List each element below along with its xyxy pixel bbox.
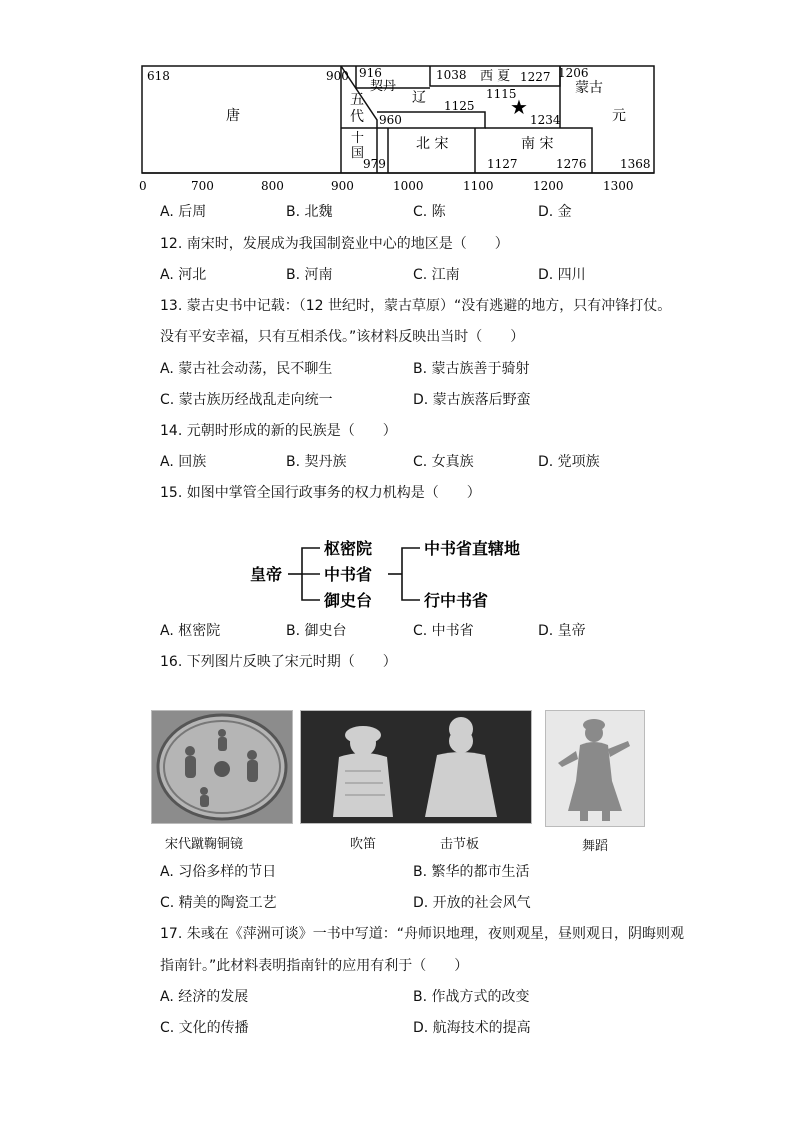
diagram-shumi: 枢密院: [324, 539, 373, 558]
label-wudai-1: 五: [350, 92, 364, 108]
flute-clapper-figurines-image: [300, 710, 532, 824]
caption-mirror: 宋代蹴鞠铜镜: [165, 837, 244, 852]
q13-option-a[interactable]: A. 蒙古社会动荡，民不聊生: [160, 361, 333, 377]
q13-option-c[interactable]: C. 蒙古族历经战乱走向统一: [160, 392, 333, 408]
year-1115: 1115: [486, 87, 517, 101]
q12-option-b[interactable]: B. 河南: [286, 267, 333, 283]
q15-option-a[interactable]: A. 枢密院: [160, 623, 221, 639]
label-menggu: 蒙古: [575, 80, 603, 96]
diagram-zhongshu: 中书省: [324, 565, 373, 584]
q12-option-c[interactable]: C. 江南: [413, 267, 460, 283]
axis-tick: 900: [331, 179, 354, 193]
q15-option-d[interactable]: D. 皇帝: [538, 623, 586, 639]
q15-option-c[interactable]: C. 中书省: [413, 623, 474, 639]
label-qidan: 契丹: [370, 79, 397, 94]
q16-option-a[interactable]: A. 习俗多样的节日: [160, 864, 277, 880]
q14-stem: 14. 元朝时形成的新的民族是（ ）: [160, 423, 397, 439]
q13-stem-line1: 13. 蒙古史书中记载：（12 世纪时，蒙古草原）“没有逃避的地方，只有冲锋打仗。: [160, 298, 672, 314]
q12-option-a[interactable]: A. 河北: [160, 267, 207, 283]
q13-option-b[interactable]: B. 蒙古族善于骑射: [413, 361, 530, 377]
label-liao: 辽: [412, 90, 426, 106]
q16-stem: 16. 下列图片反映了宋元时期（ ）: [160, 654, 397, 670]
q15-option-b[interactable]: B. 御史台: [286, 623, 347, 639]
year-1276: 1276: [556, 157, 587, 171]
q14-option-b[interactable]: B. 契丹族: [286, 454, 347, 470]
axis-tick: 0: [139, 179, 147, 193]
q14-option-d[interactable]: D. 党项族: [538, 454, 600, 470]
q12-stem: 12. 南宋时，发展成为我国制瓷业中心的地区是（ ）: [160, 236, 509, 252]
axis-tick: 700: [191, 179, 214, 193]
year-1234: 1234: [530, 113, 561, 127]
label-tang: 唐: [226, 108, 240, 124]
q14-option-c[interactable]: C. 女真族: [413, 454, 474, 470]
caption-dance: 舞蹈: [582, 839, 609, 854]
q17-stem-line2: 指南针。”此材料表明指南针的应用有利于（ ）: [160, 958, 469, 974]
diagram-xingsheng: 行中书省: [424, 591, 489, 610]
diagram-yushi: 御史台: [324, 591, 373, 610]
dancer-figurine-image: [545, 710, 645, 827]
q15-stem: 15. 如图中掌管全国行政事务的权力机构是（ ）: [160, 485, 481, 501]
caption-clapper: 击节板: [440, 837, 480, 852]
q14-option-a[interactable]: A. 回族: [160, 454, 207, 470]
q16-option-c[interactable]: C. 精美的陶瓷工艺: [160, 895, 277, 911]
yuan-government-diagram: [240, 530, 560, 615]
label-yuan: 元: [612, 108, 626, 124]
q16-option-b[interactable]: B. 繁华的都市生活: [413, 864, 530, 880]
q12-option-d[interactable]: D. 四川: [538, 267, 586, 283]
q17-option-d[interactable]: D. 航海技术的提高: [413, 1020, 531, 1036]
year-1127: 1127: [487, 157, 518, 171]
q13-stem-line2: 没有平安幸福，只有互相杀伐。”该材料反映出当时（ ）: [160, 329, 525, 345]
axis-tick: 1000: [393, 179, 424, 193]
cuju-bronze-mirror-image: [151, 710, 293, 824]
q11-option-c[interactable]: C. 陈: [413, 204, 446, 220]
q13-option-d[interactable]: D. 蒙古族落后野蛮: [413, 392, 531, 408]
star-icon: ★: [510, 95, 528, 119]
axis-tick: 1100: [463, 179, 494, 193]
q11-option-b[interactable]: B. 北魏: [286, 204, 333, 220]
caption-flute: 吹笛: [350, 837, 377, 852]
diagram-zhixia: 中书省直辖地: [424, 539, 521, 558]
q17-option-c[interactable]: C. 文化的传播: [160, 1020, 249, 1036]
q11-option-d[interactable]: D. 金: [538, 204, 572, 220]
year-900: 900: [326, 69, 349, 83]
year-979: 979: [363, 157, 386, 171]
q17-stem-line1: 17. 朱彧在《萍洲可谈》一书中写道：“舟师识地理，夜则观星，昼则观日，阴晦则观: [160, 926, 684, 942]
axis-tick: 800: [261, 179, 284, 193]
year-1206: 1206: [558, 66, 589, 80]
label-shiguo-1: 十: [351, 131, 365, 146]
year-1227: 1227: [520, 70, 551, 84]
year-618: 618: [147, 69, 170, 83]
axis-tick: 1200: [533, 179, 564, 193]
label-nansong: 南 宋: [521, 136, 554, 152]
label-wudai-2: 代: [350, 109, 364, 125]
diagram-emperor: 皇帝: [250, 565, 283, 584]
label-shiguo-2: 国: [351, 146, 365, 161]
dynasty-timeline: [0, 0, 794, 200]
year-916: 916: [359, 66, 382, 80]
label-xixia: 西 夏: [480, 69, 511, 84]
year-1038: 1038: [436, 68, 467, 82]
year-960: 960: [379, 113, 402, 127]
q17-option-a[interactable]: A. 经济的发展: [160, 989, 249, 1005]
year-1368: 1368: [620, 157, 651, 171]
q17-option-b[interactable]: B. 作战方式的改变: [413, 989, 530, 1005]
q16-option-d[interactable]: D. 开放的社会风气: [413, 895, 531, 911]
axis-tick: 1300: [603, 179, 634, 193]
q11-option-a[interactable]: A. 后周: [160, 204, 207, 220]
year-1125: 1125: [444, 99, 475, 113]
label-beisong: 北 宋: [416, 136, 449, 152]
